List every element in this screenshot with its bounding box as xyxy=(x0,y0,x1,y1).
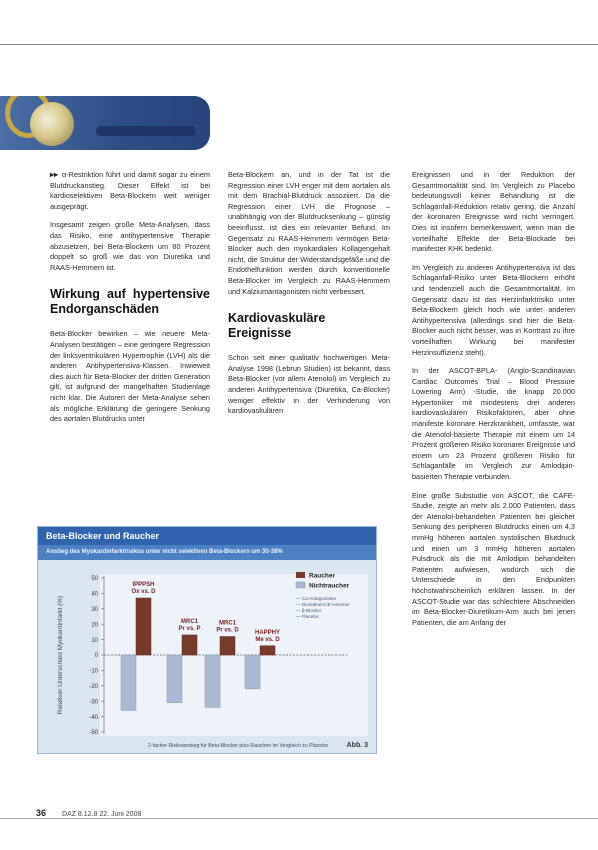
paragraph-text: α-Restriktion führt und damit sogar zu einem Blutdruckanstieg. Dieser Effekt ist bei kardioselektiven Beta-Blockern weit weniger ausgeprägt. xyxy=(50,170,210,211)
paragraph xyxy=(50,170,210,212)
category-label: Ox vs. D xyxy=(131,589,156,596)
figure-title: Beta-Blocker und Raucher xyxy=(38,527,376,545)
legend-note: — Ca-Antagonisten xyxy=(296,596,337,601)
y-tick-label: -40 xyxy=(89,714,98,721)
paragraph: Insgesamt zeigen große Meta-Analysen, dass das Risiko, eine antihypertensive Therapie abzusetzen, bei Beta-Blockern um 80 Prozent doppelt so groß wie das von Diuretika und RAAS-Hemmern ist. xyxy=(50,220,210,272)
photo-disc xyxy=(30,102,74,146)
legend-label-nichtraucher: Nichtraucher xyxy=(309,582,350,590)
category-label: MRC1 xyxy=(218,620,237,627)
paragraph: In der ASCOT-BPLA- (Anglo-Scandinavian Cardiac Outcomes Trial – Blood Pressure Lowering Arm) -Studie, die knapp 20.000 Hypertoniker mit mindestens drei anderen kardiovaskulären Risikofaktoren, aber ohne manifeste koronare Herzkrankheit, umfasste, war die Atenolol-basierte Therapie mit einem um 14 Prozent größeren Risiko koronarer Ereignisse und einem um 23 Prozent größeren Risiko für Schlaganfälle im Vergleich zur Amlodipin-basierten Therapie verbunden. xyxy=(412,366,575,482)
page-number: 36 xyxy=(36,808,47,818)
text-column-2 xyxy=(228,170,390,425)
legend-note: — β-Blocker xyxy=(296,608,322,613)
y-tick-label: -30 xyxy=(89,699,98,706)
bar-nichtraucher xyxy=(121,655,136,710)
figure-number: Abb. 3 xyxy=(346,742,368,749)
text-column-3 xyxy=(412,170,575,636)
legend-label-raucher: Raucher xyxy=(309,572,336,580)
legend-swatch-nichtraucher xyxy=(296,582,305,588)
legend-swatch-raucher xyxy=(296,572,305,578)
bar-raucher xyxy=(182,635,197,655)
y-tick-label: 10 xyxy=(91,637,98,644)
y-tick-label: 40 xyxy=(91,591,98,598)
paragraph: Schon seit einer qualitativ hochwertigen Meta-Analyse 1998 (Lebrun Studien) ist bekannt, dass Beta-Blocker (vor allem Atenolol) im Vergleich zu anderen Antihypertensiva (Diuretika, Ca-Blocker) weniger effektiv in der Verhinderung von kardiovaskulären xyxy=(228,353,390,416)
paragraph: Beta-Blockern an, und in der Tat ist die Regression einer LVH enger mit dem aortalen als mit dem Brachial-Blutdruck assoziiert. Da die Regression einer LVH die Prognose – unabhängig von der Blutdrucksenkung – günstig beeinflusst, ist dies ein relevanter Befund. Im Gegensatz zu RAAS-Hemmern vermögen Beta-Blocker auch den myokardialen Kollagengehalt nicht, die Struktur der Widerstandsgefäße und die Endothelfunktion werden durch konventionelle Beta-Blocker im Vergleich zu RAAS-Hemmern und Kalziumantagonisten nicht verbessert. xyxy=(228,170,390,296)
category-label: IPPPSH xyxy=(132,582,155,589)
footer-text: DAZ 8.12.8 22. Juni 2008 xyxy=(61,811,142,818)
category-label: Me vs. D xyxy=(255,636,280,643)
bar-raucher xyxy=(220,637,235,655)
bar-raucher xyxy=(136,598,151,655)
footer-rule xyxy=(0,818,598,819)
figure-box xyxy=(37,526,377,754)
y-tick-label: 30 xyxy=(91,607,98,613)
category-label: Pr vs. D xyxy=(216,627,239,634)
photo-bar xyxy=(96,126,196,136)
legend-note: — Placebo xyxy=(296,614,319,619)
bar-nichtraucher xyxy=(205,655,220,707)
bar-chart xyxy=(38,560,376,753)
figure-note: 2-facher Risikoanstieg für Beta-Blocker plus Rauchen im Vergleich zu Placebo xyxy=(148,743,328,749)
y-tick-label: 50 xyxy=(91,576,98,583)
y-tick-label: -20 xyxy=(89,684,98,690)
paragraph: Eine große Substudie von ASCOT, die CAFE-Studie, zeigte an mehr als 2.000 Patienten, dass der Atenolol-behandelten Patienten bei gleicher Senkung des peripheren Blutdrucks einen um 4,3 mmHg höheren aortalen systolischen Blutdruck und einen um 3 mmHg höheren aortalen Pulsdruck als die mit Amlodipin behandelten Patienten aufwiesen, wodurch sich die Unterschiede in den Endpunkten höchstwahrscheinlich erklären lassen. In der ASCOT-Studie war das schlechtere Abschneiden im Beta-Blocker-Diuretikum-Arm auch bei jenen Patienten, die am Anfang der xyxy=(412,490,575,627)
section-heading: Wirkung auf hypertensive Endorganschäden xyxy=(50,287,210,317)
category-label: Pr vs. P xyxy=(178,625,201,632)
bar-raucher xyxy=(260,646,275,655)
page-footer xyxy=(36,808,141,818)
top-rule xyxy=(0,44,598,45)
header-photo xyxy=(0,96,210,150)
paragraph: Beta-Blocker bewirken – wie neuere Meta-Analysen bestätigen – eine geringere Regression der linksventrikulären Hypertrophie (LVH) als die anderen Antihypertensiva-Klassen. Inwieweit dies auch für Beta-Blocker der dritten Generation gilt, ist aufgrund der mangelhaften Studienlage nicht klar. Die Autoren der Meta-Analyse sehen als mögliche Erklärung die geringere Senkung des aortalen Blutdrucks unter xyxy=(50,329,210,424)
legend-note: — Diuretika/ACE-Hemmer xyxy=(296,602,350,607)
paragraph: Im Vergleich zu anderen Antihypertensiva ist das Schlaganfall-Risiko unter Beta-Blockern erhöht und tendenziell auch die Gesamtmortalität. Im Gegensatz dazu ist das Herzinfarktrisiko unter Beta-Blockern gleich hoch wie unter anderen Antihypertensiva (allerdings sind hier die Beta-Blocker auch nicht besser, was in Kontrast zu ihre vorteilhaften Wirkung bei manifester Herzinsuffizienz steht). xyxy=(412,262,575,357)
y-tick-label: 0 xyxy=(94,653,98,660)
paragraph: Ereignissen und in der Reduktion der Gesamtmortalität sind. Im Vergleich zu Placebo bedeutungsvoll keiner Behandlung ist die Schlaganfall-Reduktion relativ gering, die Anzahl der koronaren Ereignisse wird nicht verringert. Dies ist insofern bemerkenswert, wenn man die vorteilhafte Effekte der Beta-Blockade bei manifester KHK bedenkt. xyxy=(412,170,575,254)
figure-subtitle: Anstieg des Myokardinfarktrisikos unter nicht selektiven Beta-Blockern um 30-38% xyxy=(38,545,376,560)
continuation-arrow-icon: ▸▸ xyxy=(50,170,59,179)
section-heading: Kardiovaskuläre Ereignisse xyxy=(228,311,326,341)
y-axis-label: Relativer Unterschied Myokardinfarkt (%) xyxy=(57,595,64,715)
bar-nichtraucher xyxy=(167,655,182,703)
category-label: HAPPHY xyxy=(254,629,281,636)
y-tick-label: -10 xyxy=(89,668,98,675)
text-column-1 xyxy=(50,170,210,433)
bar-nichtraucher xyxy=(245,655,260,689)
y-tick-label: -50 xyxy=(89,730,98,737)
y-tick-label: 20 xyxy=(91,622,98,629)
category-label: MRC1 xyxy=(180,618,199,625)
